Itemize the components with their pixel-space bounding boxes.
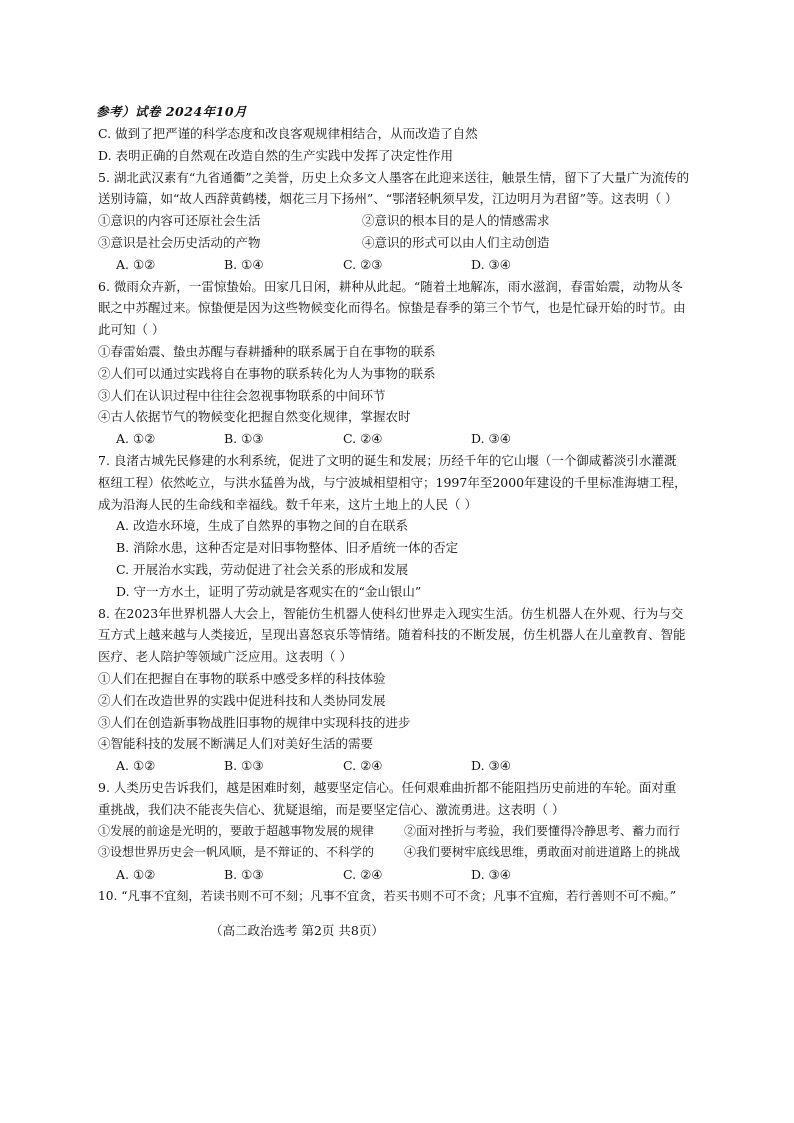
q7-choice-b: B. 消除水患，这种否定是对旧事物整体、旧矛盾统一体的否定	[116, 540, 459, 556]
q9-statement: ③设想世界历史会一帆风顺，是不辩证的、不科学的	[98, 845, 375, 860]
q5-option-c: C. ②③	[343, 256, 383, 272]
q5-statement-row	[98, 233, 698, 255]
q9-stem-line: 重挑战，我们决不能丧失信心、犹疑退缩，而是要坚定信心、激流勇进。这表明（ ）	[98, 801, 565, 817]
q8-statement: ③人们在创造新事物战胜旧事物的规律中实现科技的进步	[98, 714, 411, 730]
page-header: 参考）试卷 2024年10月	[96, 104, 248, 119]
q5-stem-line: 送别诗篇，如“故人西辞黄鹤楼，烟花三月下扬州”、“鄂渚轻帆须早发，江边明月为君留”等。这表明（ ）	[98, 191, 678, 207]
q8-statement: ④智能科技的发展不断满足人们对美好生活的需要	[98, 736, 374, 752]
q9-statement: ②面对挫折与考验，我们要懂得冷静思考、蓄力而行	[404, 823, 681, 838]
q8-option-c: C. ②④	[343, 758, 383, 774]
q6-statement: ②人们可以通过实践将自在事物的联系转化为人为事物的联系	[98, 365, 436, 381]
q9-options	[98, 865, 698, 887]
q9-option-b: B. ①③	[224, 867, 264, 883]
q6-statement: ①春雷始震、蛰虫苏醒与春耕播种的联系属于自在事物的联系	[98, 343, 436, 359]
q6-stem-line: 眠之中苏醒过来。惊蛰便是因为这些物候变化而得名。惊蛰是春季的第三个节气，也是忙碌开始的时节。由	[98, 300, 686, 316]
q7-stem-line: 成为沿海人民的生命线和幸福线。数千年来，这片土地上的人民（ ）	[98, 496, 477, 512]
q9-stem-line: 9. 人类历史告诉我们，越是困难时刻，越要坚定信心。任何艰难曲折都不能阻挡历史前进的车轮。面对重	[98, 779, 677, 795]
q9-option-c: C. ②④	[343, 867, 383, 883]
q9-statement-row	[98, 843, 698, 865]
page-footer: （高二政治选考 第2页 共8页）	[210, 923, 384, 938]
q6-option-c: C. ②④	[343, 431, 383, 447]
q6-statement: ③人们在认识过程中往往会忽视事物联系的中间环节	[98, 387, 386, 403]
q8-stem-line: 医疗、老人陪护等领域广泛应用。这表明（ ）	[98, 649, 352, 665]
q5-statement: ③意识是社会历史活动的产物	[98, 234, 261, 250]
q6-stem-line: 6. 微雨众卉新，一雷惊蛰始。田家几日闲，耕种从此起。“随着土地解冻，雨水滋润，春雷始震，动物从冬	[98, 278, 683, 294]
q6-options	[98, 429, 698, 451]
q4-choice-c: C. 做到了把严谨的科学态度和改良客观规律相结合，从而改造了自然	[98, 126, 478, 141]
q7-choice-c: C. 开展治水实践，劳动促进了社会关系的形成和发展	[116, 561, 409, 577]
q9-option-a: A. ①②	[116, 867, 156, 883]
q5-options	[98, 255, 698, 277]
q7-stem-line: 7. 良渚古城先民修建的水利系统，促进了文明的诞生和发展；历经千年的它山堰（一个御咸蓄淡引水灌溉	[98, 452, 677, 468]
q5-option-b: B. ①④	[224, 256, 264, 272]
q8-stem-line: 互方式上越来越与人类接近，呈现出喜怒哀乐等情绪。随着科技的不断发展，仿生机器人在儿童教育、智能	[98, 627, 686, 643]
q9-statement: ④我们要树牢底线思维，勇敢面对前进道路上的挑战	[404, 845, 681, 860]
q6-option-d: D. ③④	[471, 431, 511, 447]
q5-statement: ②意识的根本目的是人的情感需求	[362, 213, 550, 229]
q6-option-b: B. ①③	[224, 431, 264, 447]
q6-stem-line: 此可知（ ）	[98, 322, 165, 338]
q8-statement: ①人们在把握自在事物的联系中感受多样的科技体验	[98, 670, 386, 686]
q5-option-d: D. ③④	[471, 256, 511, 272]
q8-option-a: A. ①②	[116, 758, 156, 774]
q5-statement: ④意识的形式可以由人们主动创造	[362, 234, 550, 250]
q8-options	[98, 756, 698, 778]
q9-statement-row	[98, 822, 698, 844]
q8-statement: ②人们在改造世界的实践中促进科技和人类协同发展	[98, 692, 386, 708]
q8-option-d: D. ③④	[471, 758, 511, 774]
q8-stem-line: 8. 在2023年世界机器人大会上，智能仿生机器人使科幻世界走入现实生活。仿生机器人在外观、行为与交	[98, 605, 684, 621]
q5-option-a: A. ①②	[116, 256, 156, 272]
q5-stem-line: 5. 湖北武汉素有“九省通衢”之美誉，历史上众多文人墨客在此迎来送往，触景生情，留下了大量广为流传的	[98, 169, 690, 185]
q9-option-d: D. ③④	[471, 867, 511, 883]
q10-stem-line: 10. “凡事不宜刻，若读书则不可不刻；凡事不宜贪，若买书则不可不贪；凡事不宜痴，若行善则不可不痴。”	[98, 888, 677, 903]
q7-choice-a: A. 改造水环境，生成了自然界的事物之间的自在联系	[116, 518, 408, 534]
q5-statement-row	[98, 211, 698, 233]
q4-choice-d: D. 表明正确的自然观在改造自然的生产实践中发挥了决定性作用	[98, 147, 454, 163]
q6-option-a: A. ①②	[116, 431, 156, 447]
exam-content	[98, 124, 698, 909]
q6-statement: ④古人依据节气的物候变化把握自然变化规律，掌握农时	[98, 409, 411, 425]
q5-statement: ①意识的内容可还原社会生活	[98, 213, 261, 229]
q7-choice-d: D. 守一方水土，证明了劳动就是客观实在的“金山银山”	[116, 583, 422, 599]
q9-statement: ①发展的前途是光明的，要敢于超越事物发展的规律	[98, 823, 375, 838]
q7-stem-line: 枢纽工程）依然屹立，与洪水猛兽为战，与宁波城相望相守；1997年至2000年建设的千里标准海塘工程，	[98, 474, 687, 490]
q8-option-b: B. ①③	[224, 758, 264, 774]
